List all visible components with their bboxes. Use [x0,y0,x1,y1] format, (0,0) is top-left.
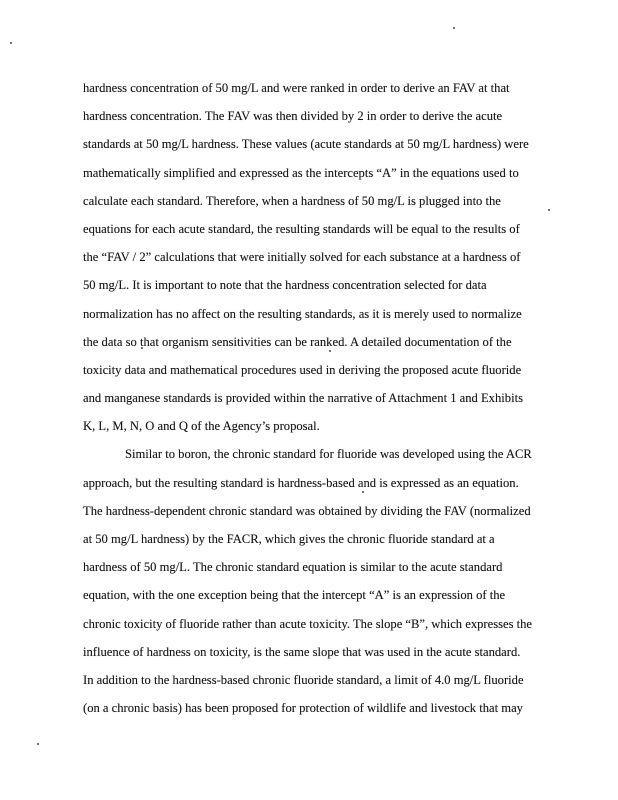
scan-speck [453,27,455,29]
text-line: influence of hardness on toxicity, is the same slope that was used in the acute standard. [83,644,521,659]
text-line: hardness concentration of 50 mg/L and were ranked in order to derive an FAV at that [83,81,510,95]
text-line: hardness concentration. The FAV was then divided by 2 in order to derive the acute [83,109,503,124]
text-line: hardness of 50 mg/L. The chronic standard equation is similar to the acute standard [83,560,503,575]
text-line: standards at 50 mg/L hardness. These values (acute standards at 50 mg/L hardness) were [83,137,529,152]
text-line: The hardness-dependent chronic standard was obtained by dividing the FAV (normalized [83,503,531,518]
text-line: equations for each acute standard, the resulting standards will be equal to the results of [83,221,520,236]
body-text [83,74,561,722]
text-line: the data so that organism sensitivities can be ranked. A detailed documentation of the [83,334,512,349]
scan-speck [10,42,12,44]
text-line: (on a chronic basis) has been proposed for protection of wildlife and livestock that may [83,701,523,716]
text-line: and manganese standards is provided within the narrative of Attachment 1 and Exhibits [83,391,523,406]
text-line: chronic toxicity of fluoride rather than acute toxicity. The slope “B”, which expresses the [83,616,533,631]
text-line: K, L, M, N, O and Q of the Agency’s proposal. [83,419,320,434]
text-line: 50 mg/L. It is important to note that the hardness concentration selected for data [83,278,487,293]
text-line: at 50 mg/L hardness) by the FACR, which gives the chronic fluoride standard at a [83,532,495,546]
text-line: mathematically simplified and expressed as the intercepts “A” in the equations used to [83,165,519,180]
text-line: toxicity data and mathematical procedures used in deriving the proposed acute fluoride [83,362,522,377]
scan-speck [37,743,39,745]
text-line-paragraph-start: Similar to boron, the chronic standard for fluoride was developed using the ACR [125,447,532,462]
text-line: calculate each standard. Therefore, when a hardness of 50 mg/L is plugged into the [83,193,501,208]
text-line: equation, with the one exception being that the intercept “A” is an expression of the [83,588,506,603]
text-line: In addition to the hardness-based chronic fluoride standard, a limit of 4.0 mg/L fluoride [83,672,524,687]
text-line: normalization has no affect on the resulting standards, as it is merely used to normalize [83,306,522,321]
text-line: approach, but the resulting standard is hardness-based and is expressed as an equation. [83,475,519,490]
text-line: the “FAV / 2” calculations that were initially solved for each substance at a hardness of [83,250,521,265]
